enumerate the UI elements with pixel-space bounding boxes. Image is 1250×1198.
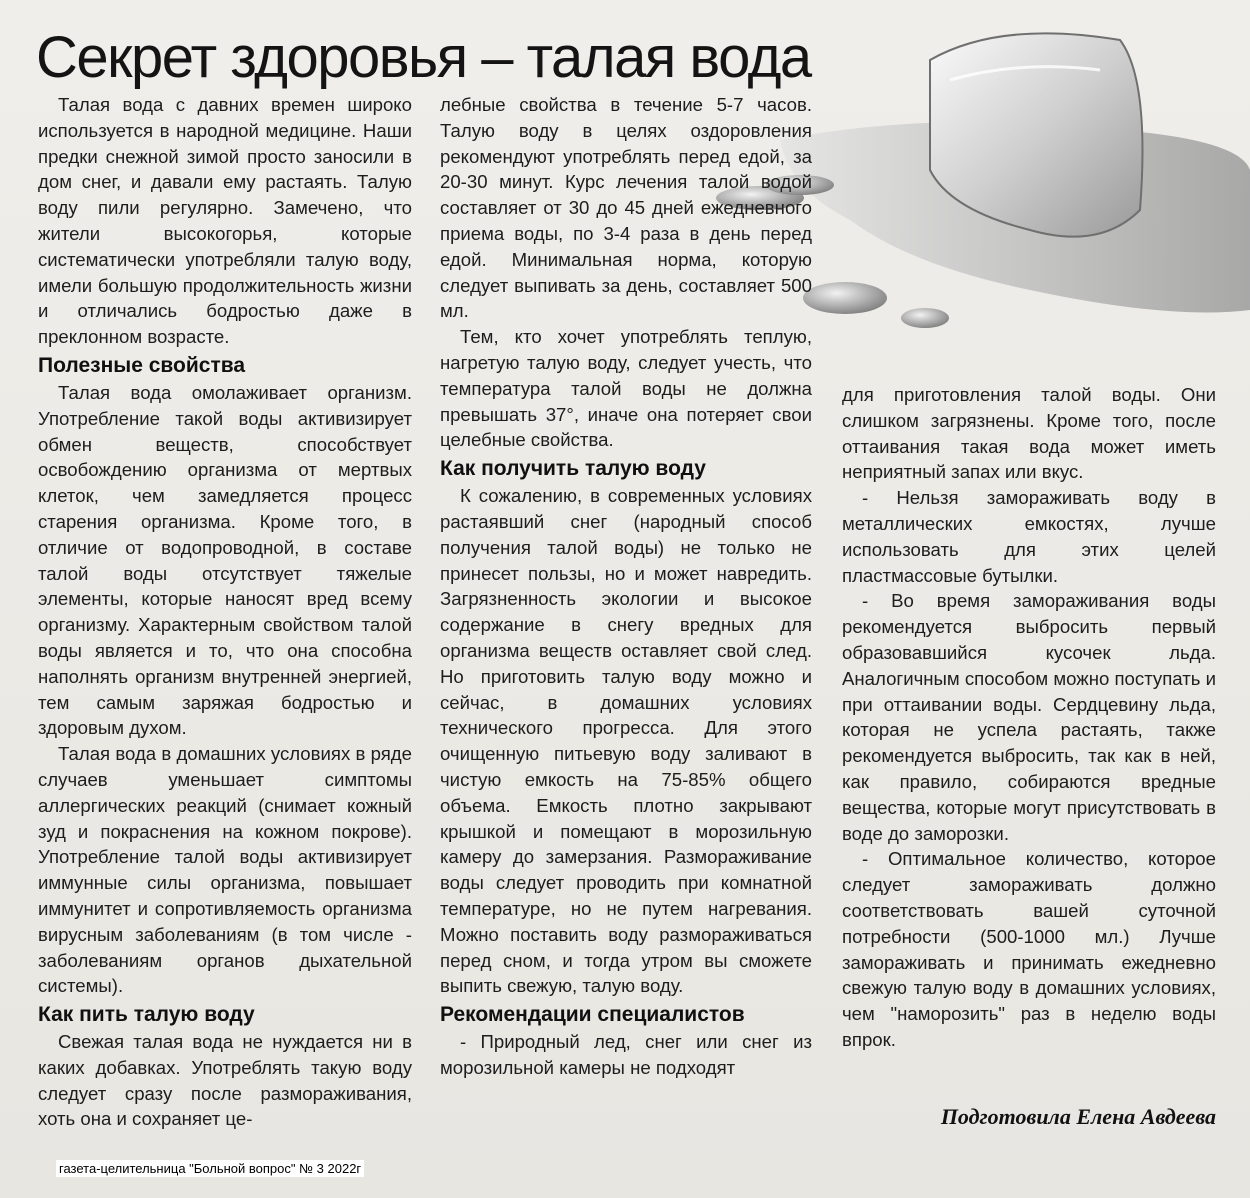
useful-properties-paragraph-1: Талая вода омолаживает организм. Употребление такой воды активизирует обмен веществ, способствует освобождению организма от мертвых клеток, чем замедляется процесс старения организма. Кроме того, в отличие от водопроводной, в составе талой воды отсутствует тяжелые элементы, которые наносят вред всему организму. Характерным свойством талой воды является и то, что она способна наполнять организм внутренней энергией, тем самым заряжая бодростью и здоровым духом. (38, 381, 412, 739)
heading-useful-properties: Полезные свойства (38, 353, 246, 377)
water-drop (901, 308, 949, 328)
recommendations-paragraph-1-end: для приготовления талой воды. Они слишком загрязнены. Кроме того, после оттаивания такая вода может иметь неприятный запах или вкус. (842, 384, 1216, 483)
recommendations-paragraph-2: - Нельзя замораживать воду в металлических емкостях, лучше использовать для этих целей пластмассовые бутылки. (842, 487, 1216, 586)
how-to-get-paragraph: К сожалению, в современных условиях растаявший снег (народный способ получения талой воды) не только не принесет пользы, но и может навредить. Загрязненность экологии и высокое содержание в снегу вредных для организма веществ оставляет свой след. Но приготовить талую воду можно и сейчас, в домашних условиях технического прогресса. Для этого очищенную питьевую воду заливают в чистую емкость на 75-85% общего объема. Емкость плотно закрывают крышкой и помещают в морозильную камеру до замерзания. Размораживание воды следует проводить при комнатной температуре, но не путем нагревания. Можно поставить воду размораживаться перед сном, и тогда утром вы сможете выпить свежую, талую воду. (440, 485, 812, 997)
recommendations-paragraph-1-start: - Природный лед, снег или снег из морозильной камеры не подходят (440, 1031, 812, 1078)
how-to-drink-paragraph-1-start: Свежая талая вода не нуждается ни в каких добавках. Употреблять такую воду следует сразу после размораживания, хоть она и сохраняет це- (38, 1031, 412, 1130)
how-to-drink-paragraph-1-end: лебные свойства в течение 5-7 часов. Талую воду в целях оздоровления рекомендуют употреблять перед едой, за 20-30 минут. Курс лечения талой водой составляет от 30 до 45 дней ежедневного приема воды, по 3-4 раза в день перед едой. Минимальная норма, которую следует выпивать за день, составляет 500 мл. (440, 94, 812, 322)
column-2 (440, 92, 812, 1081)
heading-recommendations: Рекомендации специалистов (440, 1003, 745, 1027)
source-caption: газета-целительница "Больной вопрос" № 3 2022г (56, 1160, 364, 1177)
recommendations-paragraph-4: - Оптимальное количество, которое следует замораживать должно соответствовать вашей суточной потребности (500-1000 мл.) Лучше замораживать и принимать ежедневно свежую талую воду в домашних условиях, чем "наморозить" раз в неделю воды впрок. (842, 848, 1216, 1050)
heading-how-to-drink: Как пить талую воду (38, 1003, 255, 1027)
column-1 (38, 92, 412, 1132)
column-3 (842, 382, 1216, 1053)
heading-how-to-get: Как получить талую воду (440, 457, 706, 481)
water-drop (803, 282, 887, 314)
intro-paragraph: Талая вода с давних времен широко используется в народной медицине. Наши предки снежной зимой просто заносили в дом снег, и давали ему растаять. Талую воду пили регулярно. Замечено, что жители высокогорья, которые систематически употребляли талую воду, имели большую продолжительность жизни и отличались бодростью даже в преклонном возрасте. (38, 94, 412, 348)
article-title: Секрет здоровья – талая вода (36, 25, 811, 90)
author-signature: Подготовила Елена Авдеева (940, 1104, 1216, 1129)
how-to-drink-paragraph-2: Тем, кто хочет употреблять теплую, нагретую талую воду, следует учесть, что температура талой воды не должна превышать 37°, иначе она потеряет свои целебные свойства. (440, 326, 812, 451)
recommendations-paragraph-3: - Во время замораживания воды рекомендуется выбросить первый образовавшийся кусочек льда. Аналогичным способом можно поступать и при оттаивании воды. Сердцевину льда, которая не успела растаять, также рекомендуется выбросить, так как в ней, как правило, собираются вредные вещества, которые могут присутствовать в воде до заморозки. (842, 590, 1216, 844)
useful-properties-paragraph-2: Талая вода в домашних условиях в ряде случаев уменьшает симптомы аллергических реакций (снимает кожный зуд и покраснения на кожном покрове). Употребление талой воды активизирует иммунные силы организма, повышает иммунитет и сопротивляемость организма вирусным заболеваниям (в том числе - заболеваниям органов дыхательной системы). (38, 743, 412, 997)
